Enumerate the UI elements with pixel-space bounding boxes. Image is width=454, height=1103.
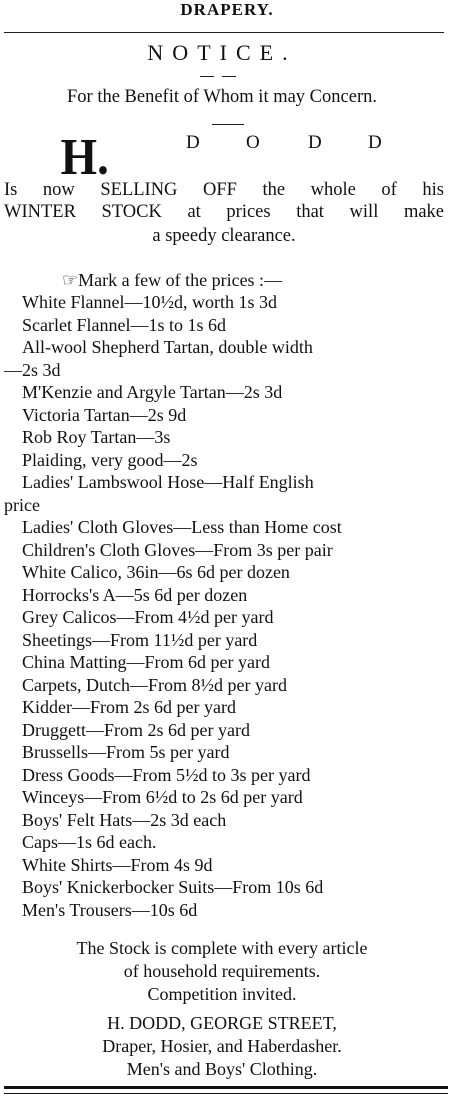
- short-divider: [212, 124, 244, 125]
- section-heading: DRAPERY.: [180, 0, 274, 19]
- closing-line: of household requirements.: [123, 961, 321, 981]
- price-list-item: Children's Cloth Gloves—From 3s per pair: [22, 539, 333, 560]
- name-letter: D: [186, 132, 200, 153]
- price-list-item: M'Kenzie and Argyle Tartan—2s 3d: [22, 382, 283, 402]
- price-list-item: Brussells—From 5s per yard: [22, 742, 230, 762]
- price-list-item: Kidder—From 2s 6d per yard: [22, 697, 236, 717]
- dash-right: [222, 76, 236, 77]
- notice-subtitle: For the Benefit of Whom it may Concern.: [67, 87, 377, 107]
- name-letter: D: [308, 132, 322, 153]
- price-list-item: Carpets, Dutch—From 8½d per yard: [22, 674, 287, 695]
- price-list-item: White Shirts—From 4s 9d: [22, 854, 213, 875]
- notice-title: NOTICE.: [147, 40, 297, 65]
- price-list-item: —2s 3d: [4, 359, 61, 380]
- price-list-heading: ☞Mark a few of the prices :—: [62, 270, 283, 290]
- price-list-item: Boys' Knickerbocker Suits—From 10s 6d: [22, 877, 324, 897]
- intro-line: WINTER STOCK at prices that will make: [4, 202, 444, 222]
- closing-line: The Stock is complete with every article: [76, 938, 368, 958]
- price-list-item: price: [4, 494, 40, 515]
- price-list-item: All-wool Shepherd Tartan, double width: [22, 337, 313, 357]
- price-list-item: White Calico, 36in—6s 6d per dozen: [22, 562, 290, 582]
- price-list-item: White Flannel—10½d, worth 1s 3d: [22, 292, 277, 312]
- name-letter: O: [246, 132, 260, 153]
- price-list-item: Scarlet Flannel—1s to 1s 6d: [22, 314, 226, 335]
- closing-line: Competition invited.: [147, 984, 297, 1004]
- name-letter: D: [368, 132, 382, 153]
- price-list-item: Men's Trousers—10s 6d: [22, 899, 198, 920]
- price-list-item: Winceys—From 6½d to 2s 6d per yard: [22, 787, 303, 807]
- price-list-item: Caps—1s 6d each.: [22, 832, 157, 852]
- price-list-item: Ladies' Cloth Gloves—Less than Home cost: [22, 517, 342, 537]
- price-list-item: Boys' Felt Hats—2s 3d each: [22, 809, 227, 830]
- price-list-item: Sheetings—From 11½d per yard: [22, 629, 258, 650]
- closing-rule-thick: [4, 1086, 448, 1089]
- advertiser-trade: Draper, Hosier, and Haberdasher.: [102, 1036, 342, 1056]
- advertiser-clothing: Men's and Boys' Clothing.: [126, 1059, 318, 1079]
- price-list-item: Dress Goods—From 5½d to 3s per yard: [22, 764, 311, 785]
- closing-rule-thin: [4, 1093, 448, 1094]
- advertiser-name: H. DODD, GEORGE STREET,: [107, 1013, 337, 1033]
- intro-line: a speedy clearance.: [152, 226, 296, 246]
- price-list-item: Plaiding, very good—2s: [22, 449, 198, 470]
- price-list-item: Druggett—From 2s 6d per yard: [22, 719, 250, 740]
- price-list-item: Horrocks's A—5s 6d per dozen: [22, 584, 248, 605]
- divider-top: [4, 32, 444, 33]
- price-list-item: Ladies' Lambswool Hose—Half English: [22, 472, 314, 492]
- price-list-item: Grey Calicos—From 4½d per yard: [22, 607, 274, 627]
- price-list-item: Rob Roy Tartan—3s: [22, 427, 171, 447]
- drop-cap-initial: H.: [60, 129, 109, 186]
- intro-line: Is now SELLING OFF the whole of his: [4, 180, 444, 200]
- price-list-item: Victoria Tartan—2s 9d: [22, 404, 187, 425]
- price-list-item: China Matting—From 6d per yard: [22, 652, 270, 672]
- dash-left: [200, 76, 214, 77]
